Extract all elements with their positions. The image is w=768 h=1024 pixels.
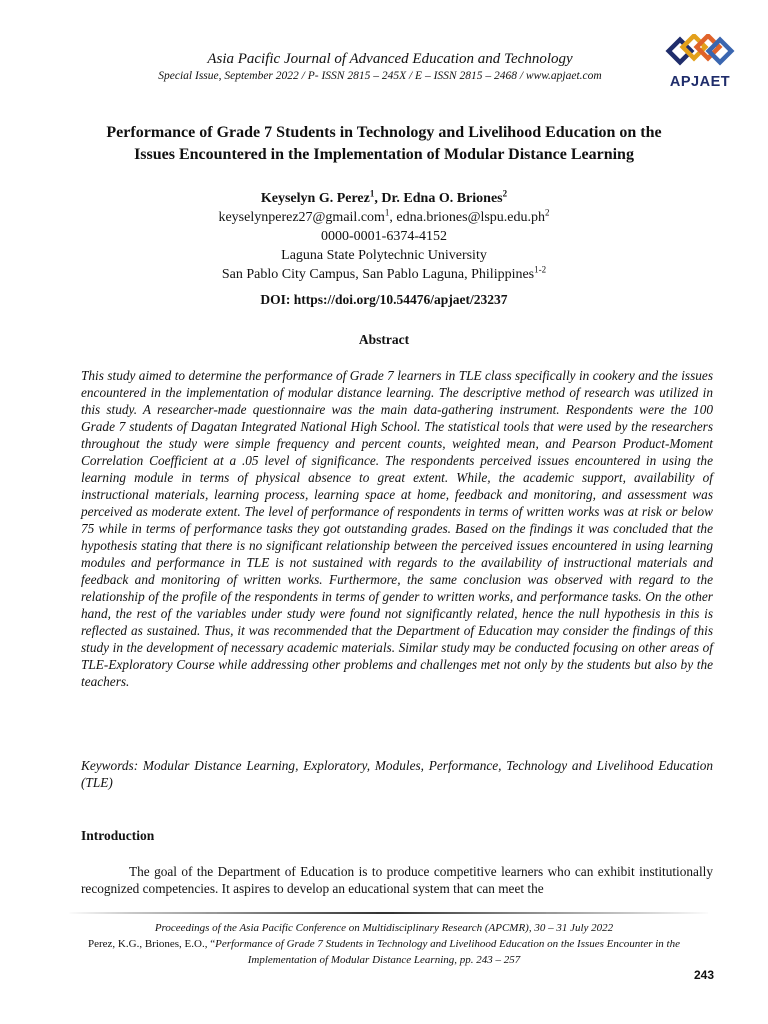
footer-citation bbox=[80, 920, 688, 968]
keywords: Keywords: Modular Distance Learning, Exploratory, Modules, Performance, Technology and Livelihood Education (TLE) bbox=[81, 758, 713, 790]
introduction-body: The goal of the Department of Education is to produce competitive learners who can exhibit institutionally recognized competencies. It aspires to develop an educational system that can meet the bbox=[81, 864, 713, 896]
introduction-heading: Introduction bbox=[81, 828, 155, 843]
footer-reference bbox=[80, 936, 688, 968]
email-1-affiliation: 1 bbox=[384, 207, 390, 218]
abstract-body: This study aimed to determine the performance of Grade 7 learners in TLE class specifically in cookery and the issues encountered in the implementation of modular distance learning. The descriptive method of research was utilized in this study. A researcher-made questionnaire was the main data-gathering instrument. Respondents were the 100 Grade 7 students of Dagatan Integrated National High School. The statistical tools that were used by the researchers throughout the study were simple frequency and percent counts, weighted mean, and Pearson Product-Moment Correlation Coefficient at a .05 level of significance. The respondents perceived issues encountered in using the learning module in terms of physical absence to great extent. While, the academic support, availability of instructional materials, learning process, learning space at home, feedback and monitoring, and assessment was perceived as moderate extent. The level of performance of respondents in terms of written works was at risk or below 75 while in terms of performance tasks they got outstanding grades. Based on the findings it was concluded that the hypothesis stating that there is no significant relationship between the perceived issues encountered in using learning modules and performance in TLE is not sustained with regards to the availability of instructional materials and feedback and monitoring of written works. Furthermore, the same conclusion was observed with regard to the relationship of the profile of the respondents in terms of gender to written works, and performance tasks. On the other hand, the rest of the variables under study were found not significantly related, hence the null hypothesis in this is reflected as sustained. Thus, it was recommended that the Department of Education may consider the findings of this study in the development of necessary academic materials. Similar study may be conducted focusing on other areas of TLE-Exploratory Course while addressing other problems and challenges met not only by the students but also by the teachers. bbox=[81, 368, 713, 689]
author-block bbox=[100, 189, 668, 284]
author-separator: , bbox=[374, 191, 382, 206]
author-1: Keyselyn G. Perez bbox=[260, 191, 370, 206]
logo-text: APJAET bbox=[669, 74, 731, 90]
footer-reference-title: Performance of Grade 7 Students in Technology and Livelihood Education on the Issues Encounter in the Implementation of Modular Distance Learning, pp. 243 – 257 bbox=[215, 938, 680, 966]
campus bbox=[100, 265, 668, 284]
campus-text: San Pablo City Campus, San Pablo Laguna, Philippines bbox=[221, 267, 535, 282]
email-2[interactable]: edna.briones@lspu.edu.ph bbox=[396, 210, 546, 225]
author-names bbox=[100, 189, 668, 208]
author-1-affiliation: 1 bbox=[369, 188, 375, 199]
university: Laguna State Polytechnic University bbox=[281, 248, 487, 263]
paper-title-line-2: Issues Encountered in the Implementation of Modular Distance Learning bbox=[134, 146, 634, 163]
footer-proceedings: Proceedings of the Asia Pacific Conference on Multidisciplinary Research (APCMR), 30 – 31 July 2022 bbox=[154, 922, 614, 934]
campus-affiliation: 1-2 bbox=[534, 264, 547, 275]
email-1[interactable]: keyselynperez27@gmail.com bbox=[218, 210, 385, 225]
abstract-heading: Abstract bbox=[358, 332, 410, 347]
paper-title-line-1: Performance of Grade 7 Students in Technology and Livelihood Education on the bbox=[106, 124, 662, 141]
email-separator: , bbox=[389, 210, 397, 225]
author-emails bbox=[100, 208, 668, 227]
logo-diamonds-icon bbox=[662, 34, 738, 74]
email-2-affiliation: 2 bbox=[545, 207, 550, 218]
journal-logo bbox=[662, 34, 738, 90]
paper-title bbox=[70, 122, 698, 166]
journal-issue-line: Special Issue, September 2022 / P- ISSN 2815 – 245X / E – ISSN 2815 – 2468 / www.apjaet.com bbox=[158, 70, 602, 82]
page-number: 243 bbox=[693, 968, 714, 982]
author-2: Dr. Edna O. Briones bbox=[381, 191, 503, 206]
doi-link[interactable]: DOI: https://doi.org/10.54476/apjaet/23237 bbox=[260, 292, 508, 307]
footer-reference-authors: Perez, K.G., Briones, E.O., “ bbox=[88, 938, 216, 950]
journal-title: Asia Pacific Journal of Advanced Education and Technology bbox=[207, 51, 573, 67]
footer-divider bbox=[66, 912, 712, 914]
orcid: 0000-0001-6374-4152 bbox=[321, 229, 447, 244]
author-2-affiliation: 2 bbox=[502, 188, 508, 199]
